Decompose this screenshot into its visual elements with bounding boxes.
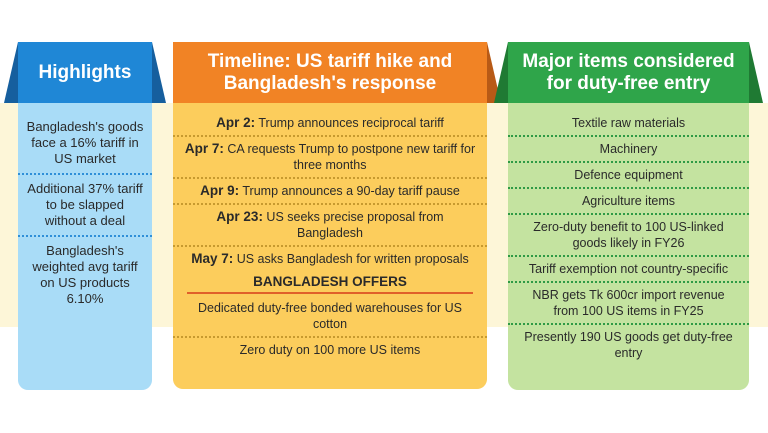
offer-item: Zero duty on 100 more US items bbox=[239, 343, 421, 357]
major-item: Zero-duty benefit to 100 US-linked goods likely in FY26 bbox=[508, 215, 749, 257]
timeline-event bbox=[173, 179, 487, 205]
major-item: Textile raw materials bbox=[508, 111, 749, 137]
major-item: Defence equipment bbox=[508, 163, 749, 189]
event-text: Trump announces a 90-day tariff pause bbox=[242, 184, 460, 198]
timeline-title-line1: Timeline: US tariff hike and bbox=[207, 50, 453, 72]
timeline-title-line2: Bangladesh's response bbox=[223, 72, 437, 94]
highlight-item: Additional 37% tariff to be slapped without a deal bbox=[18, 175, 152, 237]
highlight-item: Bangladesh's goods face a 16% tariff in US market bbox=[18, 113, 152, 175]
highlights-fold-right-decoration bbox=[152, 42, 166, 103]
timeline-event bbox=[173, 111, 487, 137]
highlight-item: Bangladesh's weighted avg tariff on US products 6.10% bbox=[32, 243, 138, 306]
highlights-fold-decoration bbox=[4, 42, 18, 103]
major-item: Machinery bbox=[508, 137, 749, 163]
items-fold-decoration bbox=[494, 42, 508, 103]
items-fold-right-decoration bbox=[749, 42, 763, 103]
timeline-event bbox=[173, 247, 487, 271]
major-item: Tariff exemption not country-specific bbox=[508, 257, 749, 283]
timeline-header bbox=[173, 42, 487, 103]
event-date: Apr 2: bbox=[216, 115, 256, 130]
event-text: Trump announces reciprocal tariff bbox=[258, 116, 444, 130]
event-date: Apr 7: bbox=[184, 141, 224, 156]
event-date: May 7: bbox=[191, 251, 234, 266]
highlights-title: Highlights bbox=[38, 61, 132, 83]
major-items-header bbox=[508, 42, 749, 103]
highlights-header bbox=[18, 42, 152, 103]
timeline-event bbox=[173, 137, 487, 179]
highlights-panel bbox=[18, 103, 152, 390]
event-date: Apr 23: bbox=[216, 209, 263, 224]
major-item: NBR gets Tk 600cr import revenue from 100 US items in FY25 bbox=[508, 283, 749, 325]
major-items-panel bbox=[508, 103, 749, 390]
major-items-title-line2: for duty-free entry bbox=[546, 72, 711, 94]
event-text: CA requests Trump to postpone new tariff for three months bbox=[227, 142, 476, 172]
timeline-panel bbox=[173, 103, 487, 389]
timeline-event bbox=[173, 205, 487, 247]
event-text: US asks Bangladesh for written proposals bbox=[236, 252, 469, 266]
event-date: Apr 9: bbox=[200, 183, 240, 198]
major-items-title-line1: Major items considered bbox=[522, 50, 735, 72]
major-item: Agriculture items bbox=[508, 189, 749, 215]
offer-item: Dedicated duty-free bonded warehouses for US cotton bbox=[173, 294, 487, 338]
event-text: US seeks precise proposal from Bangladesh bbox=[266, 210, 444, 240]
major-item: Presently 190 US goods get duty-free entry bbox=[524, 330, 733, 360]
offers-heading: BANGLADESH OFFERS bbox=[187, 271, 473, 294]
